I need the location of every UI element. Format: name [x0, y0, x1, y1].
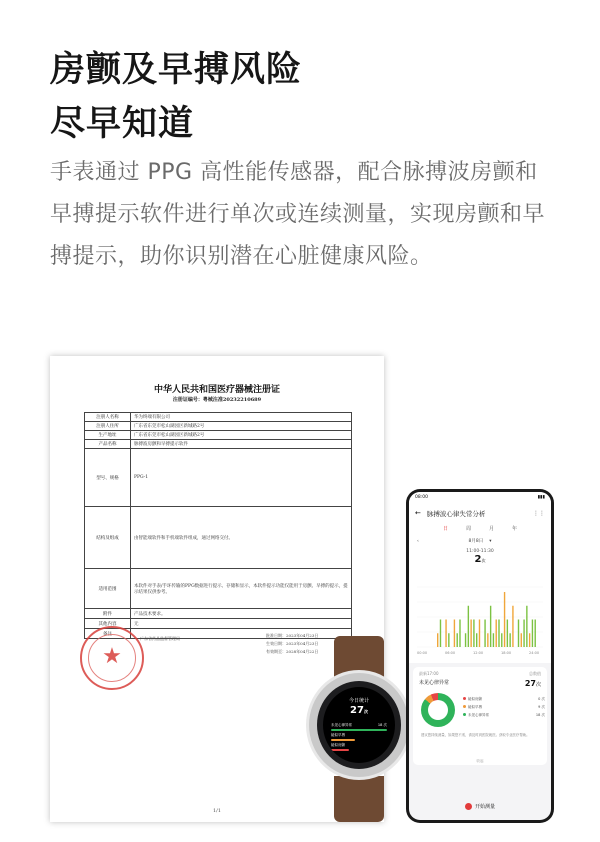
chart-bar: [470, 620, 471, 648]
table-row: 注册人住所 广东省东莞市松山湖园区新城路2号: [85, 422, 352, 431]
result-donut-chart: [421, 693, 455, 727]
smartphone: [406, 489, 554, 823]
chart-bar: [504, 592, 505, 647]
tab-year[interactable]: 年: [512, 526, 518, 532]
table-row: 其他内容 无: [85, 619, 352, 629]
chart-bar: [457, 633, 458, 647]
chart-bar: [532, 620, 533, 648]
legend-item: 疑似房颤 0 次: [463, 695, 545, 703]
chart-bar: [493, 633, 494, 647]
arrhythmia-bar-chart: [417, 585, 543, 649]
x-tick-label: 00:00: [417, 651, 428, 655]
chart-bar: [512, 606, 513, 647]
signal-battery-icon: ▮▮▮: [537, 495, 545, 500]
chart-bar: [529, 633, 530, 647]
watch-bar-green: [331, 729, 387, 731]
chart-bar: [523, 620, 524, 648]
table-row: 型号、规格 PPG-1: [85, 449, 352, 507]
legend-item: 未见心律异常 18 次: [463, 711, 545, 719]
table-row: 附件 产品技术要求。: [85, 609, 352, 619]
x-tick-label: 12:00: [473, 651, 484, 655]
headline-line1: 房颤及早搏风险: [50, 50, 303, 90]
chart-time-range: 11:00-11:30: [466, 549, 494, 554]
latest-result: 未见心律异常: [419, 680, 450, 686]
watch-screen: [323, 687, 395, 763]
advice-note: 建议您持续测量，如果您不适，请及时到医院就医。获取专业医疗帮助。: [421, 733, 530, 737]
chart-bar: [448, 633, 449, 647]
chart-bar: [468, 606, 469, 647]
watch-bar-red: [331, 749, 349, 751]
current-date[interactable]: 8月8日: [468, 539, 484, 544]
chart-value: 2次: [474, 554, 486, 565]
chart-bar: [496, 620, 497, 648]
watch-count: 27次: [350, 705, 368, 716]
seal-star-icon: ★: [102, 644, 122, 669]
app-header: [409, 504, 551, 522]
chart-bar: [454, 620, 455, 648]
watch-row: 疑似早搏: [331, 733, 345, 737]
x-tick-label: 06:00: [445, 651, 456, 655]
chart-bar: [498, 620, 499, 648]
chart-bar: [437, 633, 438, 647]
certificate-table: [84, 412, 352, 639]
page-number: 1/1: [212, 808, 222, 814]
chart-bar: [521, 633, 522, 647]
chart-bar: [459, 620, 460, 648]
chart-bar: [535, 620, 536, 648]
legend-item: 疑似早搏 9 次: [463, 703, 545, 711]
chart-card: [409, 547, 551, 663]
chart-bar: [445, 620, 446, 648]
watch-case: [306, 670, 412, 780]
date-selector[interactable]: [409, 535, 551, 547]
stat-card: 最新17:00 总数值 未见心律异常 27次 疑似房颤 0 次 疑似早搏 9 次 未见心律异常 18 次 建议您持续测量，如果您不适，请及时到医院就医。获取专业医疗帮助。 收起: [413, 667, 547, 765]
tab-day[interactable]: 日: [442, 526, 448, 532]
x-tick-label: 24:00: [529, 651, 540, 655]
watch-row: 未见心律异常 18 次: [331, 723, 387, 727]
table-row: 备注: [85, 629, 352, 639]
issuing-bureau: 广东省药品监督管理局: [140, 636, 180, 641]
dropdown-icon: ▾: [489, 538, 492, 544]
donut-legend: [463, 695, 545, 719]
chart-bar: [490, 606, 491, 647]
watch-strap-bottom: [334, 776, 384, 822]
prev-date-icon[interactable]: ‹: [417, 538, 419, 544]
chart-bar: [487, 633, 488, 647]
chart-bar: [473, 620, 474, 648]
table-row: 注册人名称 华为终端有限公司: [85, 413, 352, 422]
chart-bar: [465, 633, 466, 647]
description-paragraph: 手表通过 PPG 高性能传感器，配合脉搏波房颤和早搏提示软件进行单次或连续测量，实现房颤和早搏提示，助你识别潜在心脏健康风险。: [50, 160, 546, 269]
certificate-title: 中华人民共和国医疗器械注册证: [153, 385, 280, 395]
watch-bar-orange: [331, 739, 355, 741]
x-tick-label: 18:00: [501, 651, 512, 655]
chart-bar: [526, 606, 527, 647]
chart-bar: [479, 620, 480, 648]
phone-screen: [409, 492, 551, 820]
smartwatch: [306, 636, 412, 822]
chart-bar: [507, 620, 508, 648]
official-seal: [80, 626, 144, 690]
certificate-number: 注册证编号：粤械注准20232210689: [172, 397, 262, 403]
table-row: 产品名称 脉搏波房颤和早搏提示软件: [85, 440, 352, 449]
period-tabs: [409, 522, 551, 535]
status-bar: 08:00 ▮▮▮: [409, 492, 551, 504]
tab-month[interactable]: 月: [489, 526, 495, 532]
table-row: 生产地址 广东省东莞市松山湖园区新城路2号: [85, 431, 352, 440]
chart-bar: [476, 633, 477, 647]
chart-bar: [509, 633, 510, 647]
watch-row: 疑似房颤: [331, 743, 345, 747]
heart-icon: [465, 803, 472, 810]
more-icon[interactable]: ⋮⋮: [533, 509, 545, 517]
table-row: 结构及组成 由智能端软件和手机端软件组成，通过网络交付。: [85, 507, 352, 569]
back-arrow-icon[interactable]: ←: [415, 509, 421, 517]
app-header-title: 脉搏波心律失常分析: [426, 509, 486, 518]
collapse-link[interactable]: 收起: [476, 759, 484, 763]
total-count: 27次: [524, 679, 541, 688]
headline-line2: 尽早知道: [50, 104, 195, 144]
chart-bar: [518, 620, 519, 648]
watch-title: 今日统计: [348, 698, 369, 704]
tab-week[interactable]: 周: [465, 526, 471, 532]
chart-bar: [484, 620, 485, 648]
start-measure-button[interactable]: 开始测量: [409, 803, 551, 810]
chart-bar: [440, 620, 441, 648]
chart-bar: [501, 633, 502, 647]
certificate-dates: 批准日期：2023年04月23日 生效日期：2023年04月23日 有效期至：2028年04月22日: [266, 633, 319, 654]
table-row: 适用范围 本软件对手表/手环传输的PPG数据进行提示、存储和显示，本软件提示功能仅能用于房颤、早搏的提示，提示结果仅供参考。: [85, 569, 352, 609]
